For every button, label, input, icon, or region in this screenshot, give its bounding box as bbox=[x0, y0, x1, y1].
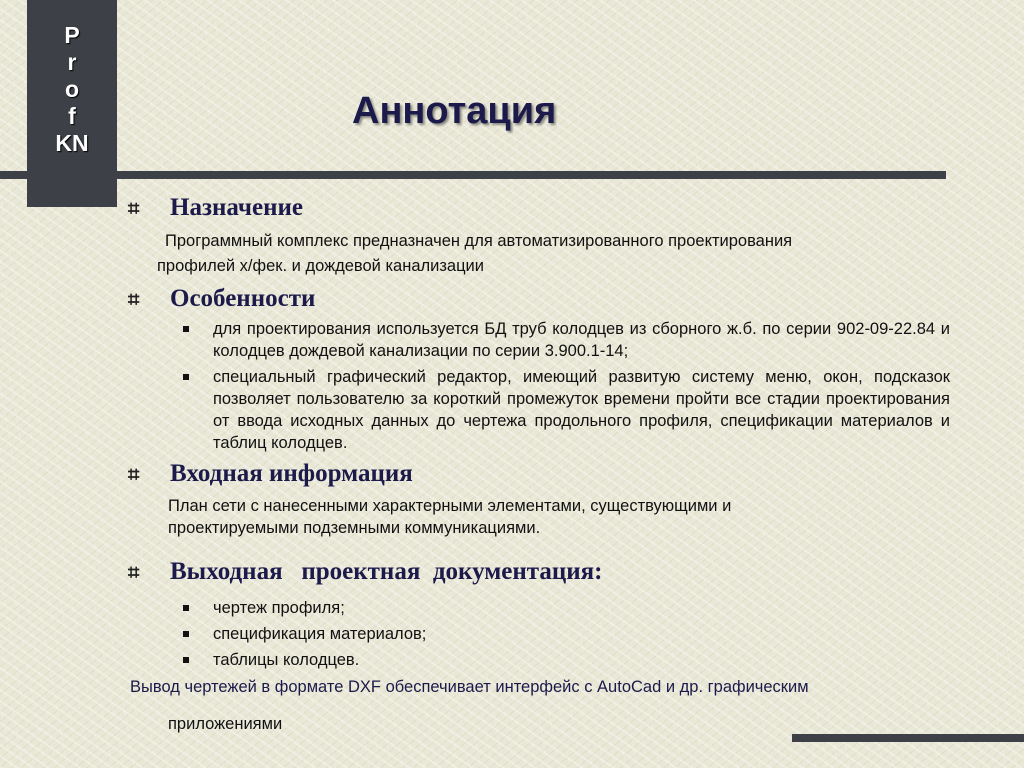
section-heading-input: ⌗ Входная информация bbox=[128, 460, 413, 487]
list-item: чертеж профиля; bbox=[180, 597, 950, 619]
section-heading-purpose: ⌗ Назначение bbox=[128, 194, 303, 221]
list-item: специальный графический редактор, имеющий развитую систему меню, окон, подсказок позволяет пользователю за короткий промежуток времени пройти все стадии проектирования от ввода исходных данных до чертежа продольного профиля, спецификации материалов и таблиц колодцев. bbox=[180, 366, 950, 454]
footer-text-line1: Вывод чертежей в формате DXF обеспечивает интерфейс с AutoCad и др. графическим bbox=[130, 678, 809, 696]
logo-letter-f: f bbox=[68, 103, 76, 129]
logo-letter-p: P bbox=[64, 22, 80, 48]
list-item: спецификация материалов; bbox=[180, 623, 950, 645]
hash-bullet-icon: ⌗ bbox=[128, 196, 140, 220]
hash-bullet-icon: ⌗ bbox=[128, 287, 140, 311]
page-title: Аннотация bbox=[352, 90, 557, 132]
hash-bullet-icon: ⌗ bbox=[128, 560, 140, 584]
list-item: таблицы колодцев. bbox=[180, 649, 950, 671]
footer-text-line2: приложениями bbox=[168, 715, 283, 733]
top-divider-bar bbox=[0, 171, 946, 179]
purpose-text-line2: профилей х/фек. и дождевой канализации bbox=[157, 257, 484, 275]
list-item: для проектирования используется БД труб колодцев из сборного ж.б. по серии 902-09-22.84 и колодцев дождевой канализации по серии 3.900.1-14; bbox=[180, 318, 950, 362]
bottom-divider-bar bbox=[792, 734, 1024, 742]
section-heading-features: ⌗ Особенности bbox=[128, 285, 316, 312]
logo-letters-kn: KN bbox=[55, 130, 89, 156]
features-list bbox=[180, 318, 950, 454]
purpose-text-line1: Программный комплекс предназначен для автоматизированного проектирования bbox=[165, 232, 793, 250]
section-heading-output: ⌗ Выходная проектная документация: bbox=[128, 558, 603, 585]
logo-letter-o: o bbox=[64, 76, 80, 102]
input-text-line2: проектируемыми подземными коммуникациями. bbox=[168, 519, 541, 537]
logo-letter-r: r bbox=[67, 49, 77, 75]
input-text-line1: План сети с нанесенными характерными элементами, существующими и bbox=[168, 497, 732, 515]
hash-bullet-icon: ⌗ bbox=[128, 462, 140, 486]
output-list bbox=[180, 597, 950, 671]
